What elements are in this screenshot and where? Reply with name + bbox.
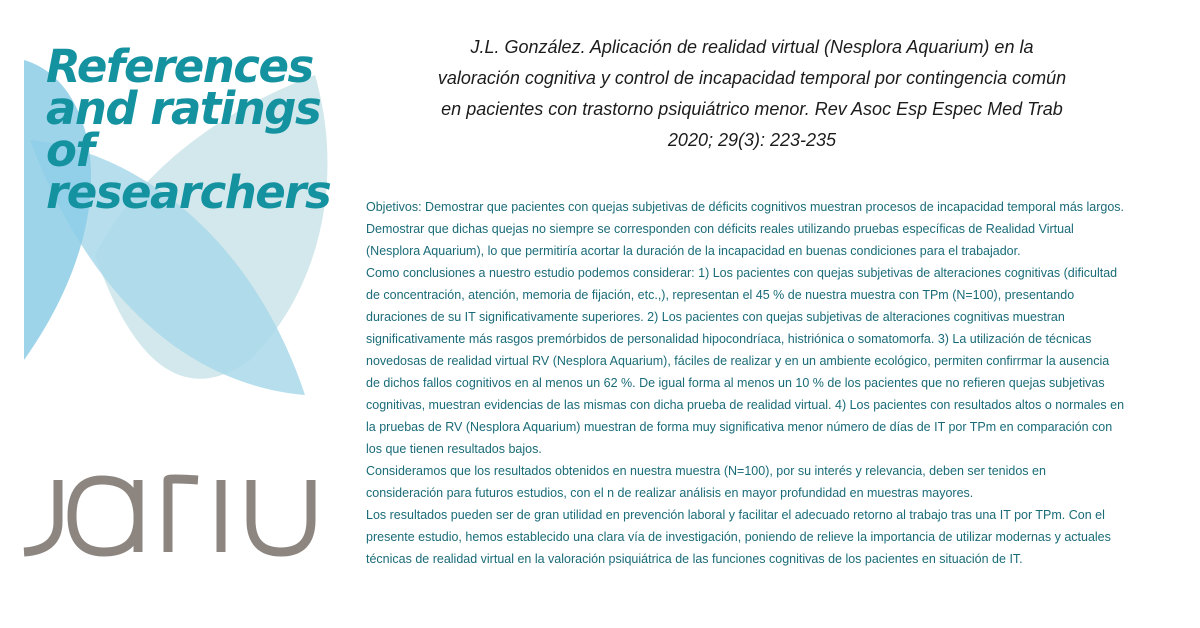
- abstract-section: [366, 196, 1126, 570]
- article-citation: J.L. González. Aplicación de realidad virtual (Nesplora Aquarium) en la valoración cognitiva y control de incapacidad temporal por contingencia común en pacientes con trastorno psiquiátrico menor. Rev Asoc Esp Espec Med Trab 2020; 29(3): 223-235: [437, 37, 1067, 150]
- logo-letter-a-bowl: [72, 480, 138, 552]
- abstract-paragraph-conclusions: Como conclusiones a nuestro estudio podemos considerar: 1) Los pacientes con quejas subjetivas de alteraciones cognitivas (dificultad de concentración, atención, memoria de fijación, etc.,), representan el 45 % de nuestra muestra con TPm (N=100), presentando duraciones de su IT significativamente superiores. 2) Los pacientes con quejas subjetivas de alteraciones cognitivas muestran significativamente más rasgos premórbidos de personalidad hipocondríaca, histriónica o somatomorfa. 3) La utilización de técnicas novedosas de realidad virtual RV (Nesplora Aquarium), fáciles de realizar y en un ambiente ecológico, permiten confirrmar la ausencia de dichos fallos cognitivos en al menos un 62 %. De igual forma al menos un 10 % de los pacientes que no refieren quejas subjetivas cognitivas, muestran evidencias de las mismas con dicha prueba de realidad virtual. 4) Los pacientes con resultados altos o normales en la pruebas de RV (Nesplora Aquarium) muestran de forma muy significativa menor número de días de IT por TPm en comparación con los que tienen resultados bajos.: [366, 266, 1125, 456]
- abstract-paragraph-utility: Los resultados pueden ser de gran utilidad en prevención laboral y facilitar el adecuado retorno al trabajo tras una IT por TPm. Con el presente estudio, hemos establecido una clara vía de investigación, poniendo de relieve la importancia de utilizar modernas y actuales técnicas de realidad virtual en la valoración psiquiátrica de las funciones cognitivas de los pacientes en situación de IT.: [366, 508, 1111, 566]
- abstract-paragraph-considerations: Consideramos que los resultados obtenidos en nuestra muestra (N=100), por su interés y relevancia, deben ser tenidos en consideración para futuros estudios, con el n de realizar análisis en mayor profundidad en muestras mayores.: [366, 464, 1046, 500]
- headline: References and ratings of researchers: [46, 40, 331, 219]
- logo-letter-r: [168, 479, 198, 552]
- abstract-paragraph-objectives: Objetivos: Demostrar que pacientes con quejas subjetivas de déficits cognitivos muestran procesos de incapacidad temporal más largos. Demostrar que dichas quejas no siempre se corresponden con déficits reales utilizando pruebas específicas de Realidad Virtual (Nesplora Aquarium), lo que permitiría acortar la duración de la incapacidad en buenas condiciones para el trabajador.: [366, 200, 1125, 258]
- logo-letter-u: [251, 480, 311, 552]
- jariu-logo: [18, 452, 318, 567]
- logo-letter-j: [24, 480, 58, 552]
